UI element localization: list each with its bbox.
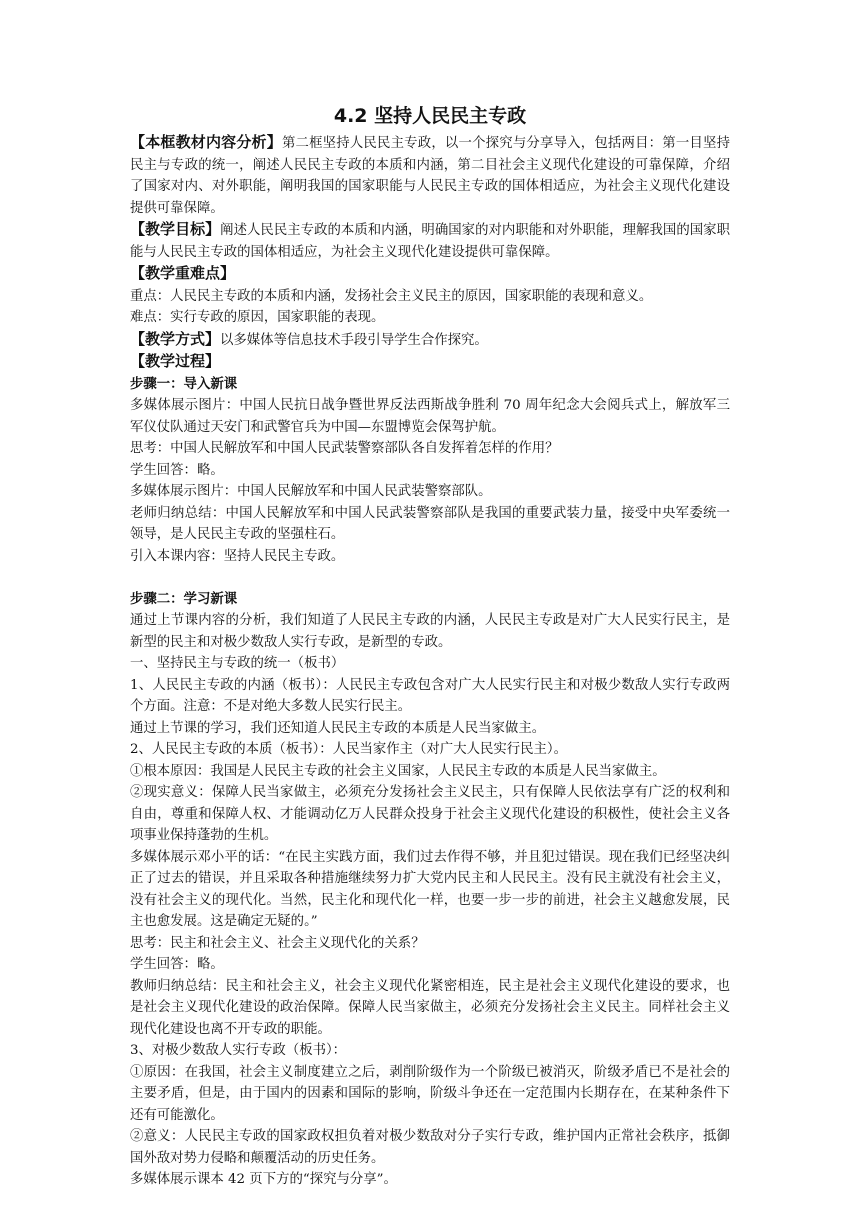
step2-line: 教师归纳总结：民主和社会主义，社会主义现代化紧密相连，民主是社会主义现代化建设的要求，也是社会主义现代化建设的政治保障。保障人民当家做主，必须充分发扬社会主义民主。同样社会主义现代化建设也离不开专政的职能。	[130, 978, 730, 1037]
process-heading: 【教学过程】	[130, 352, 221, 370]
step2-line: 2、人民民主专政的本质（板书）：人民当家作主（对广大人民实行民主）。	[130, 742, 568, 757]
process-heading-line	[130, 351, 730, 374]
goal-paragraph	[130, 219, 730, 263]
document-title: 4.2 坚持人民民主专政	[333, 105, 527, 127]
document-page	[130, 102, 730, 1191]
step2-line: 思考：民主和社会主义、社会主义现代化的关系？	[130, 935, 425, 951]
step2-line: ②现实意义：保障人民当家做主，必须充分发扬社会主义民主，只有保障人民依法享有广泛的权利和自由，尊重和保障人权、才能调动亿万人民群众投身于社会主义现代化建设的积极性，使社会主义各项事业保持蓬勃的生机。	[130, 785, 730, 843]
analysis-paragraph	[130, 132, 730, 219]
step2-heading: 步骤二：学习新课	[130, 591, 238, 607]
step2-line: ②意义：人民民主专政的国家政权担负着对极少数敌对分子实行专政，维护国内正常社会秩序，抵御国外敌对势力侵略和颠覆活动的历史任务。	[130, 1129, 730, 1166]
blank-line	[130, 567, 730, 589]
step1-line: 多媒体展示图片：中国人民解放军和中国人民武装警察部队。	[130, 484, 492, 499]
step2-line: ①原因：在我国，社会主义制度建立之后，剥削阶级作为一个阶级已被消灭，阶级矛盾已不是社会的主要矛盾，但是，由于国内的因素和国际的影响，阶级斗争还在一定范围内长期存在，在某种条件下还有可能激化。	[130, 1064, 730, 1123]
step2-line: 一、坚持民主与专政的统一（板书）	[130, 656, 345, 671]
step1-line: 引入本课内容：坚持人民民主专政。	[130, 548, 345, 564]
method-paragraph	[130, 329, 730, 352]
keypoints-heading-line	[130, 263, 730, 286]
goal-text: 阐述人民民主专政的本质和内涵，明确国家的对内职能和对外职能，理解我国的国家职能与人民民主专政的国体相适应，为社会主义现代化建设提供可靠保障。	[130, 223, 730, 260]
analysis-heading: 【本框教材内容分析】	[130, 133, 282, 151]
step2-line: 多媒体展示课本 42 页下方的“探究与分享”。	[130, 1172, 397, 1187]
keypoints-heading: 【教学重难点】	[130, 264, 236, 282]
key-point: 重点：人民民主专政的本质和内涵，发扬社会主义民主的原因，国家职能的表现和意义。	[130, 288, 653, 304]
step2-line: 多媒体展示邓小平的话：“在民主实践方面，我们过去作得不够，并且犯过错误。现在我们已经坚决纠正了过去的错误，并且采取各种措施继续努力扩大党内民主和人民民主。没有民主就没有社会主义，没有社会主义的现代化。当然，民主化和现代化一样，也要一步一步的前进，社会主义越愈发展，民主也愈发展。这是确定无疑的。”	[130, 849, 730, 929]
difficult-point: 难点：实行专政的原因，国家职能的表现。	[130, 310, 385, 325]
method-heading: 【教学方式】	[130, 329, 221, 348]
step1-heading: 步骤一：导入新课	[130, 376, 238, 392]
step2-line: 学生回答：略。	[130, 957, 224, 972]
step2-line: 通过上节课的学习，我们还知道人民民主专政的本质是人民当家做主。	[130, 720, 546, 736]
goal-heading: 【教学目标】	[130, 220, 221, 238]
step2-line: ①根本原因：我国是人民民主专政的社会主义国家，人民民主专政的本质是人民当家做主。	[130, 763, 666, 779]
step2-line: 1、人民民主专政的内涵（板书）：人民民主专政包含对广大人民实行民主和对极少数敌人实行专政两个方面。注意：不是对绝大多数人民实行民主。	[130, 677, 730, 714]
analysis-text: 第二框坚持人民民主专政，以一个探究与分享导入，包括两目：第一目坚持民主与专政的统一，阐述人民民主专政的本质和内涵，第二目社会主义现代化建设的可靠保障，介绍了国家对内、对外职能，阐明我国的国家职能与人民民主专政的国体相适应，为社会主义现代化建设提供可靠保障。	[130, 136, 730, 216]
step2-line: 3、对极少数敌人实行专政（板书）：	[130, 1043, 347, 1058]
step2-line: 通过上节课内容的分析，我们知道了人民民主专政的内涵，人民民主专政是对广大人民实行民主，是新型的民主和对极少数敌人实行专政，是新型的专政。	[130, 613, 730, 650]
step1-line: 思考：中国人民解放军和中国人民武装警察部队各自发挥着怎样的作用？	[130, 441, 559, 456]
step1-line: 老师归纳总结：中国人民解放军和中国人民武装警察部队是我国的重要武装力量，接受中央军委统一领导，是人民民主专政的坚强柱石。	[130, 505, 730, 542]
step1-line: 多媒体展示图片：中国人民抗日战争暨世界反法西斯战争胜利 70 周年纪念大会阅兵式上，解放军三军仪仗队通过天安门和武警官兵为中国—东盟博览会保驾护航。	[130, 398, 730, 435]
method-text: 以多媒体等信息技术手段引导学生合作探究。	[220, 332, 488, 348]
step1-line: 学生回答：略。	[130, 462, 224, 478]
